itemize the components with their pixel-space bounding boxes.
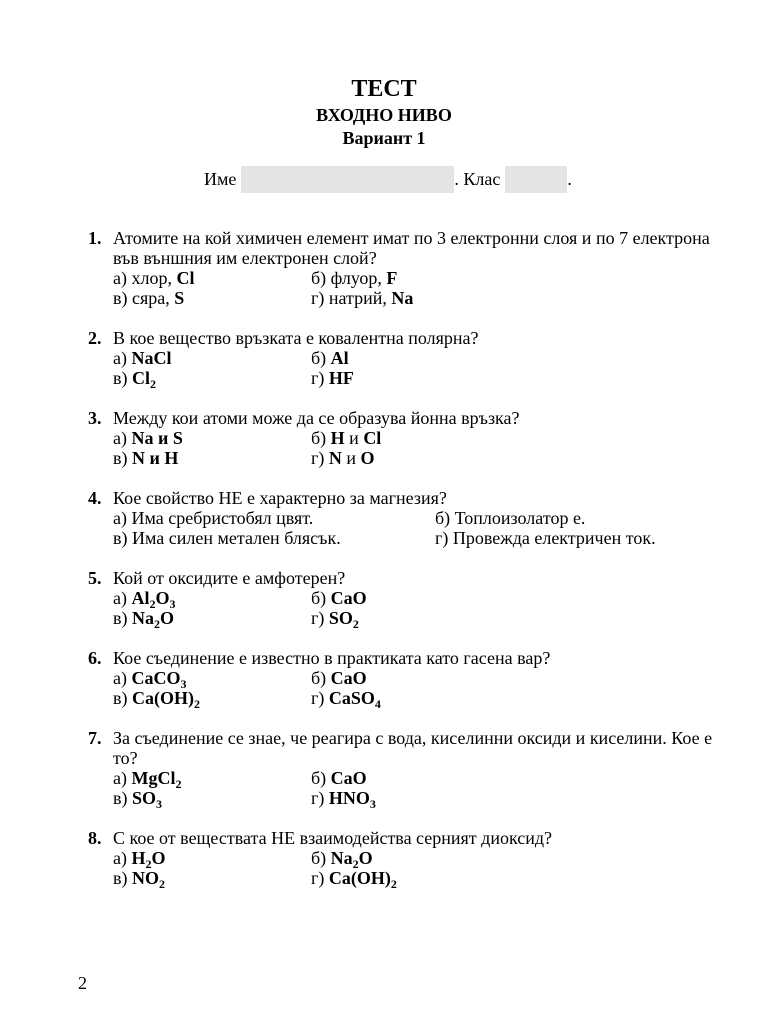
question (88, 328, 713, 391)
formula-subscript: 2 (390, 877, 397, 891)
option-prefix: а) (113, 588, 132, 608)
option-prefix: в) (113, 368, 132, 388)
question-text: С кое от веществата НЕ взаимодейства серният диоксид? (113, 828, 553, 848)
answer-option[interactable] (311, 688, 611, 711)
option-prefix: г) (311, 868, 329, 888)
formula-subscript: 2 (154, 617, 160, 631)
option-formula: N (328, 448, 342, 468)
answer-option[interactable] (113, 428, 311, 448)
answer-option[interactable] (113, 368, 311, 391)
option-formula: SO (328, 608, 353, 628)
option-formula: MgCl (131, 768, 176, 788)
option-prefix: б) (311, 348, 331, 368)
question-number: 6. (88, 648, 102, 668)
answer-option[interactable] (311, 768, 611, 788)
formula-subscript: 2 (175, 777, 182, 791)
option-prefix: б) (311, 768, 331, 788)
answer-option[interactable] (311, 848, 611, 871)
answer-option[interactable] (311, 608, 611, 631)
option-formula: SO (132, 788, 157, 808)
option-formula: Cl (132, 368, 150, 388)
option-prefix: а) хлор, (113, 268, 177, 288)
question (88, 828, 713, 891)
option-formula: Ca(OH) (328, 868, 391, 888)
option-prefix: в) сяра, (113, 288, 175, 308)
question-number: 4. (88, 488, 102, 508)
option-formula: Na (330, 848, 353, 868)
question (88, 228, 713, 308)
option-prefix: в) (113, 868, 132, 888)
option-prefix: а) (113, 848, 132, 868)
option-formula-second: Cl (363, 428, 382, 448)
option-formula: CaO (330, 668, 367, 688)
formula-subscript: 3 (169, 597, 176, 611)
answer-option[interactable] (113, 528, 435, 548)
option-prefix: в) Има силен метален блясък. (113, 528, 341, 548)
formula-subscript: 4 (374, 697, 381, 711)
formula-subscript: 2 (352, 617, 359, 631)
answer-option[interactable] (113, 788, 311, 811)
page-subtitle: ВХОДНО НИВО (316, 105, 452, 125)
option-prefix: г) (311, 788, 329, 808)
option-formula: NaCl (131, 348, 172, 368)
option-prefix: г) (311, 608, 329, 628)
option-formula: Cl (176, 268, 195, 288)
option-formula: H (131, 848, 146, 868)
answer-option[interactable] (311, 428, 611, 448)
option-formula: Al (330, 348, 349, 368)
option-prefix: б) (311, 588, 331, 608)
option-formula: CaCO (131, 668, 181, 688)
option-formula: N и H (132, 448, 179, 468)
formula-subscript: 2 (352, 857, 359, 871)
formula-subscript: 2 (149, 597, 156, 611)
option-formula: Na (391, 288, 414, 308)
option-prefix: а) (113, 428, 132, 448)
answer-option[interactable] (113, 868, 311, 891)
option-connector: и (344, 428, 364, 448)
option-formula: CaO (330, 588, 367, 608)
question-number: 8. (88, 828, 102, 848)
option-prefix: а) (113, 348, 132, 368)
answer-option[interactable] (435, 528, 735, 548)
answer-option[interactable] (311, 668, 611, 688)
option-prefix: а) (113, 668, 132, 688)
formula-subscript: 2 (145, 857, 152, 871)
option-formula-tail: O (160, 608, 175, 628)
question-text: Между кои атоми може да се образува йонна връзка? (113, 408, 520, 428)
option-prefix: б) флуор, (311, 268, 387, 288)
answer-option[interactable] (311, 348, 611, 368)
question-number: 1. (88, 228, 102, 248)
question-text: Кое свойство НЕ е характерно за магнезия? (113, 488, 447, 508)
answer-option[interactable] (311, 868, 611, 891)
name-label: Име (204, 169, 237, 189)
answer-option[interactable] (113, 288, 311, 308)
option-prefix: а) (113, 768, 132, 788)
formula-subscript: 3 (369, 797, 376, 811)
answer-option[interactable] (113, 848, 311, 871)
option-formula: Ca(OH) (132, 688, 194, 708)
question-number: 7. (88, 728, 102, 748)
option-prefix: г) (311, 448, 329, 468)
answer-option[interactable] (113, 508, 435, 528)
question-text: Кое съединение е известно в практиката като гасена вар? (113, 648, 551, 668)
formula-subscript: 3 (180, 677, 187, 691)
question (88, 648, 713, 711)
question (88, 488, 735, 548)
option-formula: Al (131, 588, 150, 608)
answer-option[interactable] (311, 268, 611, 288)
option-prefix: в) (113, 788, 132, 808)
option-prefix: б) Топлоизолатор е. (435, 508, 586, 528)
option-formula-tail: O (155, 588, 170, 608)
formula-subscript: 2 (159, 877, 165, 891)
option-prefix: г) натрий, (311, 288, 392, 308)
question-text: За съединение се знае, че реагира с вода, киселинни оксиди и киселини. Кое е то? (113, 728, 713, 768)
answer-option[interactable] (311, 368, 611, 388)
question (88, 408, 713, 468)
option-prefix: г) (311, 688, 329, 708)
option-prefix: в) (113, 448, 132, 468)
answer-option[interactable] (435, 508, 735, 528)
variant-label: Вариант 1 (342, 128, 426, 148)
option-formula-tail: O (358, 848, 373, 868)
option-formula-tail: O (151, 848, 166, 868)
question-text: В кое вещество връзката е ковалентна полярна? (113, 328, 479, 348)
option-prefix: б) (311, 848, 331, 868)
option-formula: HF (328, 368, 354, 388)
question-text: Атомите на кой химичен елемент имат по 3 електронни слоя и по 7 електрона във външния им електронен слой? (113, 228, 710, 268)
answer-option[interactable] (113, 448, 311, 468)
answer-option[interactable] (113, 688, 311, 711)
end-dot: . (567, 169, 572, 189)
option-formula: CaSO (328, 688, 375, 708)
answer-option[interactable] (113, 348, 311, 368)
answer-option[interactable] (113, 608, 311, 631)
option-prefix: г) Провежда електричен ток. (435, 528, 656, 548)
option-formula: S (174, 288, 185, 308)
class-label: . Клас (454, 169, 501, 189)
answer-option[interactable] (311, 288, 611, 308)
option-prefix: б) (311, 428, 331, 448)
option-prefix: г) (311, 368, 329, 388)
answer-option[interactable] (113, 588, 311, 611)
question-number: 5. (88, 568, 102, 588)
question-number: 2. (88, 328, 102, 348)
question-text: Кой от оксидите е амфотерен? (113, 568, 346, 588)
option-prefix: б) (311, 668, 331, 688)
option-formula: NO (132, 868, 159, 888)
page-title: ТЕСТ (351, 76, 417, 102)
option-formula: F (386, 268, 398, 288)
option-connector: и (341, 448, 361, 468)
option-formula: HNO (328, 788, 370, 808)
option-prefix: в) (113, 688, 132, 708)
option-formula: Na (132, 608, 154, 628)
student-info-row (204, 166, 572, 193)
option-formula: H (330, 428, 345, 448)
question (88, 728, 713, 811)
answer-option[interactable] (311, 588, 611, 608)
name-field[interactable] (241, 166, 454, 193)
option-formula: CaO (330, 768, 367, 788)
formula-subscript: 2 (150, 377, 156, 391)
option-formula: Na и S (131, 428, 183, 448)
answer-option[interactable] (113, 668, 311, 691)
page-number: 2 (78, 973, 87, 993)
answer-option[interactable] (113, 268, 311, 288)
option-prefix: а) Има сребристобял цвят. (113, 508, 314, 528)
question (88, 568, 713, 631)
formula-subscript: 2 (194, 697, 200, 711)
formula-subscript: 3 (156, 797, 163, 811)
question-number: 3. (88, 408, 102, 428)
answer-option[interactable] (311, 448, 611, 468)
answer-option[interactable] (311, 788, 611, 811)
answer-option[interactable] (113, 768, 311, 791)
class-field[interactable] (505, 166, 567, 193)
option-prefix: в) (113, 608, 132, 628)
option-formula-second: O (360, 448, 375, 468)
